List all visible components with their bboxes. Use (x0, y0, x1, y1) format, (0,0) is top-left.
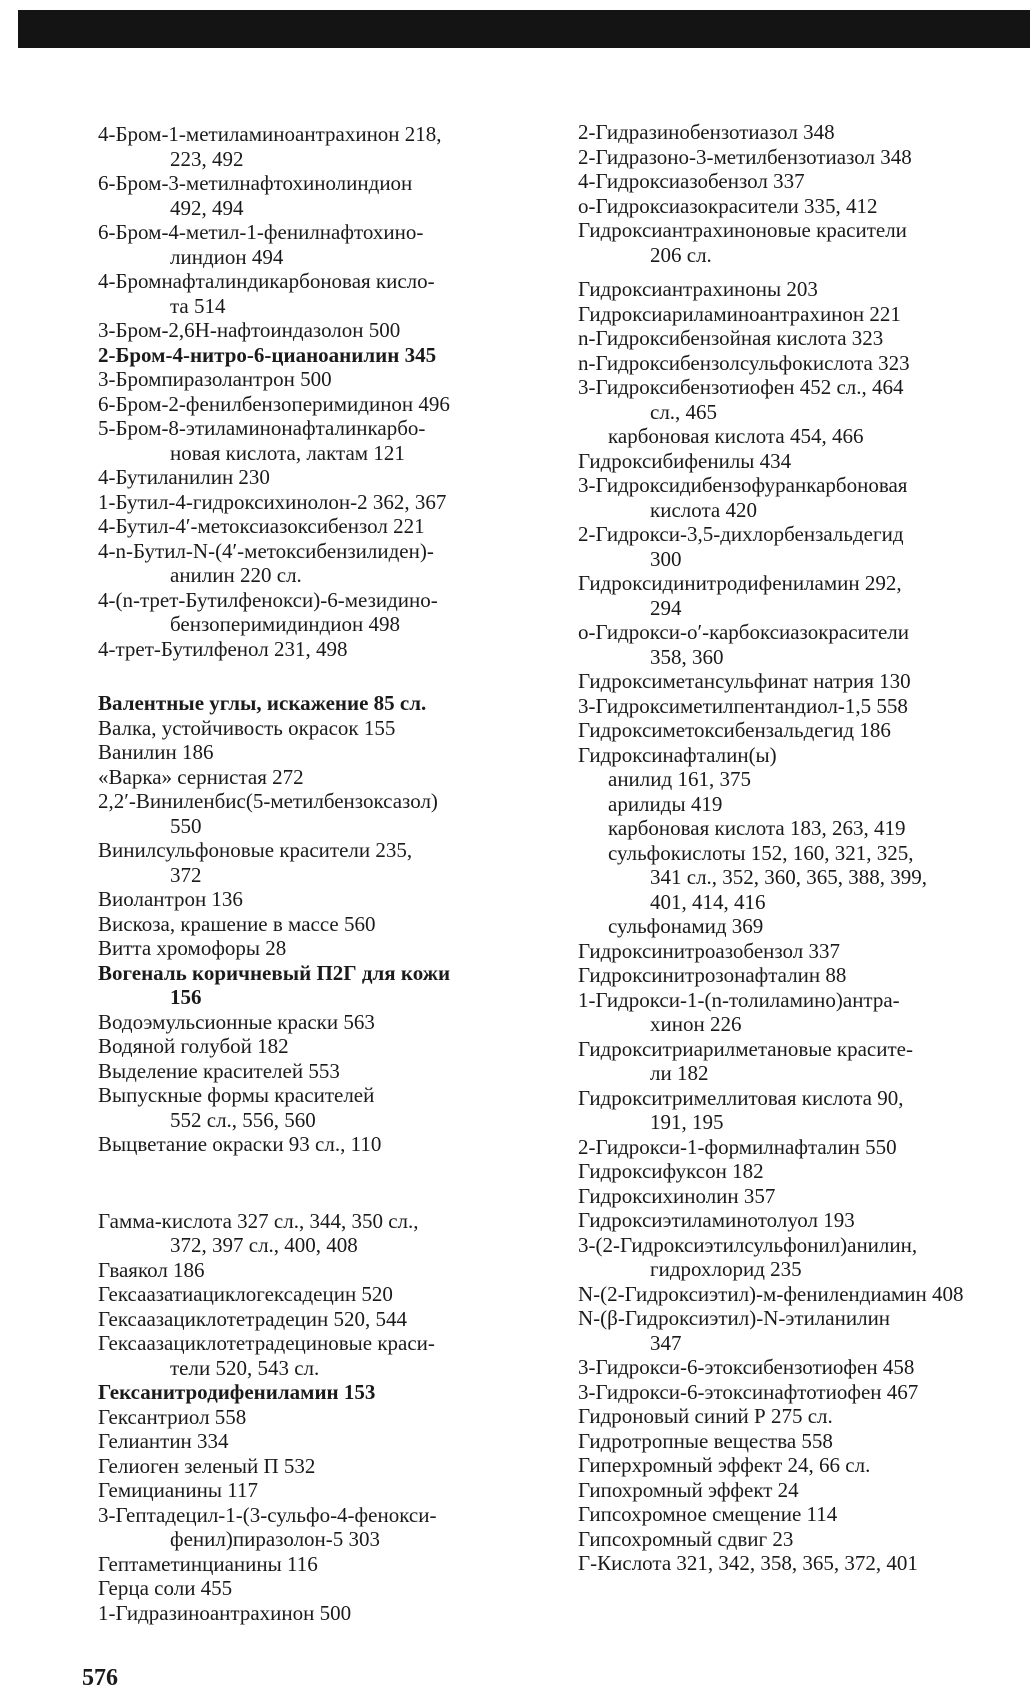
index-entry (578, 145, 1030, 170)
index-entry (578, 1551, 1030, 1576)
index-entry-text: N-(2-Гидроксиэтил)-м-фенилендиамин 408 (578, 1281, 964, 1306)
index-entry-text: Гемицианины 117 (98, 1478, 258, 1502)
index-entry (578, 1208, 1030, 1233)
index-entry-text: 4-Гидроксиазобензол 337 (578, 169, 805, 193)
index-entry-text: Гидротропные вещества 558 (578, 1428, 833, 1453)
index-entry-text: Гидрокситримеллитовая кислота 90, (578, 1085, 904, 1110)
index-entry-text: Витта хромофоры 28 (98, 936, 287, 960)
index-entry (98, 716, 548, 741)
index-entry-continuation: 156 (170, 985, 202, 1009)
index-entry (578, 473, 1030, 522)
index-entry-text: 2-Гидразинобензотиазол 348 (578, 120, 835, 144)
index-entry (98, 367, 548, 392)
index-entry-continuation: 372 (170, 862, 202, 887)
index-entry (578, 1527, 1030, 1552)
index-entry-continuation: 223, 492 (170, 146, 244, 171)
index-entry-text: n-Гидроксибензойная кислота 323 (578, 326, 884, 350)
index-entry-text: 1-Гидрокси-1-(n-толиламино)антра- (578, 987, 900, 1012)
index-entry (98, 740, 548, 765)
index-entry-continuation: кислота 420 (650, 497, 757, 522)
index-entry (578, 326, 1030, 351)
section-gap (98, 0, 548, 122)
index-entry-text: 3-Бромпиразолантрон 500 (98, 367, 332, 391)
index-entry-text: N-(β-Гидроксиэтил)-N-этиланилин (578, 1306, 891, 1330)
index-entry-continuation: бензоперимидиндион 498 (170, 612, 401, 636)
index-entry (98, 392, 548, 417)
index-entry (578, 1282, 1030, 1307)
index-entry-text: Гелиантин 334 (98, 1429, 229, 1453)
index-entry (578, 194, 1030, 219)
index-entry-text: 2-Гидразоно-3-метилбензотиазол 348 (578, 144, 912, 169)
index-entry (98, 465, 548, 490)
index-entry-text: Вогеналь коричневый П2Г для кожи (98, 960, 451, 985)
index-entry-text: 4-n-Бутил-N-(4′-метоксибензилиден)- (98, 538, 434, 563)
index-entry (578, 218, 1030, 267)
index-entry-text: 4-трет-Бутилфенол 231, 498 (98, 636, 348, 661)
index-entry (98, 1380, 548, 1405)
index-entry-text: арилиды 419 (608, 791, 723, 816)
index-column-right (578, 0, 1030, 1576)
index-entry (578, 1135, 1030, 1160)
index-entry (578, 1306, 1030, 1355)
index-entry (578, 620, 1030, 669)
index-entry-text: Гидрокситриарилметановые красите- (578, 1036, 913, 1061)
index-entry-text: 6-Бром-2-фенилбензоперимидинон 496 (98, 391, 450, 416)
index-entry-text: Водяной голубой 182 (98, 1034, 289, 1058)
index-entry (98, 936, 548, 961)
index-entry (578, 1429, 1030, 1454)
index-entry (98, 490, 548, 515)
index-entry (98, 1034, 548, 1059)
index-entry (578, 718, 1030, 743)
index-entry (98, 1010, 548, 1035)
index-entry (98, 1503, 548, 1552)
index-entry-text: Выпускные формы красителей (98, 1083, 375, 1107)
index-entry (98, 838, 548, 887)
index-entry (98, 1258, 548, 1283)
index-entry-text: 4-(n-трет-Бутилфенокси)-6-мезидино- (98, 587, 438, 612)
index-entry-text: Винилсульфоновые красители 235, (98, 838, 413, 862)
index-entry-text: n-Гидроксибензолсульфокислота 323 (578, 350, 910, 375)
index-entry-text: Гидроксиэтиламинотолуол 193 (578, 1208, 855, 1232)
index-entry-text: Гидроксифуксон 182 (578, 1159, 764, 1183)
index-entry (578, 1453, 1030, 1478)
index-entry-text: Гексаазатиациклогексадецин 520 (98, 1282, 393, 1306)
index-entry-text: Гексанитродифениламин 153 (98, 1380, 376, 1404)
index-entry (98, 539, 548, 588)
index-entry (98, 789, 548, 838)
index-entry (578, 1404, 1030, 1429)
index-entry (98, 1454, 548, 1479)
index-entry-continuation: фенил)пиразолон-5 303 (170, 1527, 381, 1551)
index-entry-continuation: 294 (650, 595, 682, 620)
index-entry-continuation: 552 сл., 556, 560 (170, 1107, 316, 1132)
index-entry-text: «Варка» сернистая 272 (98, 764, 304, 789)
index-entry-text: 4-Бутиланилин 230 (98, 465, 270, 489)
index-entry-text: 5-Бром-8-этиламинонафталинкарбо- (98, 416, 426, 440)
index-entry-text: Водоэмульсионные краски 563 (98, 1009, 375, 1034)
index-entry (578, 277, 1030, 302)
index-entry-text: Гелиоген зеленый П 532 (98, 1453, 316, 1478)
index-entry-text: o-Гидроксиазокрасители 335, 412 (578, 193, 878, 218)
index-entry (578, 375, 1030, 424)
index-entry-text: 3-Гидрокси-6-этоксинафтотиофен 467 (578, 1379, 919, 1404)
index-entry (98, 416, 548, 465)
index-entry (98, 887, 548, 912)
index-entry-text: Ванилин 186 (98, 740, 214, 764)
index-entry (98, 514, 548, 539)
index-entry (578, 1184, 1030, 1209)
index-entry-text: 6-Бром-4-метил-1-фенилнафтохино- (98, 220, 424, 244)
index-entry-text: 3-Гидроксибензотиофен 452 сл., 464 (578, 375, 904, 399)
index-entry-text: 6-Бром-3-метилнафтохинолиндион (98, 171, 413, 195)
index-entry (578, 1502, 1030, 1527)
index-entry-text: o-Гидрокси-o′-карбоксиазокрасители (578, 620, 909, 644)
index-entry (98, 1429, 548, 1454)
index-entry-text: Гиперхромный эффект 24, 66 сл. (578, 1453, 871, 1477)
index-entry-text: Гипохромный эффект 24 (578, 1477, 799, 1502)
index-entry (578, 1086, 1030, 1135)
index-entry-text: анилид 161, 375 (608, 767, 751, 791)
index-column-left (98, 0, 548, 1625)
index-entry-text: 2-Гидрокси-3,5-дихлорбензальдегид (578, 522, 904, 546)
index-entry-continuation: новая кислота, лактам 121 (170, 440, 405, 465)
section-gap (98, 661, 548, 691)
index-entry-text: 4-Бутил-4′-метоксиазоксибензол 221 (98, 514, 425, 538)
index-entry (98, 1552, 548, 1577)
index-entry (578, 571, 1030, 620)
index-entry-text: Гидроксидинитродифениламин 292, (578, 571, 902, 595)
section-gap (98, 1157, 548, 1209)
index-entry-text: Г-Кислота 321, 342, 358, 365, 372, 401 (578, 1551, 918, 1575)
index-entry-text: Гидроксиантрахиноновые красители (578, 218, 907, 242)
index-entry-continuation: 300 (650, 546, 682, 571)
index-entry-text: 3-Гидроксидибензофуранкарбоновая (578, 473, 908, 497)
index-entry-text: 3-Бром-2,6H-нафтоиндазолон 500 (98, 318, 401, 342)
index-entry-text: Гидроксинафталин(ы) (578, 742, 777, 767)
index-entry (98, 588, 548, 637)
index-entry (98, 691, 548, 716)
index-entry-text: Выцветание окраски 93 сл., 110 (98, 1132, 382, 1156)
index-entry-continuation: 492, 494 (170, 195, 244, 220)
index-entry-continuation: 372, 397 сл., 400, 408 (170, 1233, 358, 1257)
index-entry-text: 4-Бромнафталиндикарбоновая кисло- (98, 269, 435, 293)
index-entry-text: Валентные углы, искажение 85 сл. (98, 691, 427, 715)
index-entry-text: сульфокислоты 152, 160, 321, 325, (608, 840, 914, 865)
index-entry (578, 816, 1030, 841)
index-entry (98, 1282, 548, 1307)
index-entry (98, 765, 548, 790)
index-entry (578, 1233, 1030, 1282)
index-entry-continuation: та 514 (170, 293, 226, 318)
section-gap (578, 0, 1030, 120)
index-entry (578, 914, 1030, 939)
index-entry (578, 1355, 1030, 1380)
index-entry (578, 1037, 1030, 1086)
index-entry-text: 2-Гидрокси-1-формилнафталин 550 (578, 1134, 897, 1159)
index-entry-continuation: 206 сл. (650, 242, 712, 267)
index-entry-continuation: 341 сл., 352, 360, 365, 388, 399, (650, 865, 928, 889)
index-entry-text: сульфонамид 369 (608, 914, 764, 938)
index-entry-text: 3-Гидрокси-6-этоксибензотиофен 458 (578, 1355, 915, 1379)
index-entry (98, 1209, 548, 1258)
index-entry-continuation: линдион 494 (170, 244, 284, 269)
index-entry (98, 1576, 548, 1601)
index-entry (98, 122, 548, 171)
index-entry-continuation: 358, 360 (650, 644, 724, 669)
index-entry (98, 912, 548, 937)
index-entry-text: Гидроксинитрозонафталин 88 (578, 963, 847, 987)
index-entry-continuation: тели 520, 543 сл. (170, 1355, 320, 1380)
index-entry (578, 939, 1030, 964)
index-entry (578, 694, 1030, 719)
index-entry (98, 343, 548, 368)
index-entry-text: карбоновая кислота 454, 466 (608, 424, 864, 448)
index-entry-text: 2,2′-Виниленбис(5-метилбензоксазол) (98, 789, 438, 813)
index-entry (98, 171, 548, 220)
index-entry (578, 1159, 1030, 1184)
page-number: 576 (82, 1665, 118, 1691)
index-entry-continuation: анилин 220 сл. (170, 563, 302, 587)
index-entry-text: 3-Гидроксиметилпентандиол-1,5 558 (578, 693, 908, 718)
index-entry-text: Гексаазациклотетрадецин 520, 544 (98, 1306, 407, 1331)
index-entry (578, 1478, 1030, 1503)
index-entry-text: Гептаметинцианины 116 (98, 1551, 318, 1576)
index-entry-text: Гипсохромный сдвиг 23 (578, 1526, 794, 1551)
index-entry-continuation: гидрохлорид 235 (650, 1257, 802, 1281)
index-entry (578, 351, 1030, 376)
index-entry (98, 269, 548, 318)
index-entry (578, 988, 1030, 1037)
index-entry (578, 120, 1030, 145)
index-entry-text: 1-Гидразиноантрахинон 500 (98, 1600, 352, 1625)
index-entry (98, 1478, 548, 1503)
section-gap (578, 267, 1030, 277)
index-entry-text: Гидроксихинолин 357 (578, 1183, 776, 1208)
index-entry (98, 318, 548, 343)
index-entry (98, 1307, 548, 1332)
index-entry-text: Гидроксиметоксибензальдегид 186 (578, 718, 891, 742)
index-entry (578, 841, 1030, 915)
index-entry-text: Гидроксиантрахиноны 203 (578, 277, 818, 301)
index-entry-text: Гамма-кислота 327 сл., 344, 350 сл., (98, 1208, 419, 1233)
index-entry (578, 669, 1030, 694)
index-entry (578, 522, 1030, 571)
index-entry (578, 449, 1030, 474)
index-entry-text: Гидроксиметансульфинат натрия 130 (578, 669, 911, 693)
index-entry (578, 169, 1030, 194)
index-entry-text: Выделение красителей 553 (98, 1058, 340, 1083)
index-entry-text: 3-Гептадецил-1-(3-сульфо-4-фенокси- (98, 1502, 437, 1527)
index-entry (98, 637, 548, 662)
index-entry (98, 1405, 548, 1430)
index-entry-text: Гипсохромное смещение 114 (578, 1502, 838, 1526)
index-entry-text: 2-Бром-4-нитро-6-цианоанилин 345 (98, 342, 437, 367)
index-entry-continuation: 550 (170, 813, 202, 838)
index-entry-text: Гексантриол 558 (98, 1404, 247, 1429)
index-entry-text: 1-Бутил-4-гидроксихинолон-2 362, 367 (98, 489, 447, 514)
index-entry-continuation: 191, 195 (650, 1110, 724, 1134)
index-entry-text: Виолантрон 136 (98, 887, 243, 911)
index-entry-text: Гидроксинитроазобензол 337 (578, 938, 840, 963)
index-entry (98, 1083, 548, 1132)
index-entry-text: карбоновая кислота 183, 263, 419 (608, 816, 906, 840)
index-entry (98, 1059, 548, 1084)
index-entry-text: Гидроновый синий Р 275 сл. (578, 1404, 833, 1428)
index-entry-text: Вискоза, крашение в массе 560 (98, 911, 376, 936)
index-entry-continuation: хинон 226 (650, 1012, 742, 1036)
index-entry (98, 1132, 548, 1157)
index-entry (578, 792, 1030, 817)
index-entry-text: Гексаазациклотетрадециновые краси- (98, 1331, 435, 1355)
index-entry-text: Валка, устойчивость окрасок 155 (98, 715, 396, 740)
index-entry-continuation: сл., 465 (650, 399, 718, 424)
index-entry-text: Гваякол 186 (98, 1257, 205, 1282)
index-entry (578, 963, 1030, 988)
index-entry-text: 4-Бром-1-метиламиноантрахинон 218, (98, 122, 442, 146)
index-entry (98, 1601, 548, 1626)
index-entry-continuation: 347 (650, 1330, 682, 1355)
index-entry (578, 1380, 1030, 1405)
index-entry (98, 1331, 548, 1380)
index-entry (578, 743, 1030, 768)
index-entry (98, 220, 548, 269)
index-entry-text: Герца соли 455 (98, 1576, 233, 1600)
index-entry-text: Гидроксибифенилы 434 (578, 448, 792, 473)
index-entry (578, 424, 1030, 449)
index-entry-continuation: ли 182 (650, 1061, 709, 1085)
index-entry (578, 302, 1030, 327)
index-entry (578, 767, 1030, 792)
index-entry (98, 961, 548, 1010)
index-entry-continuation: 401, 414, 416 (650, 889, 766, 914)
index-entry-text: 3-(2-Гидроксиэтилсульфонил)анилин, (578, 1232, 918, 1257)
index-entry-text: Гидроксиариламиноантрахинон 221 (578, 301, 901, 326)
